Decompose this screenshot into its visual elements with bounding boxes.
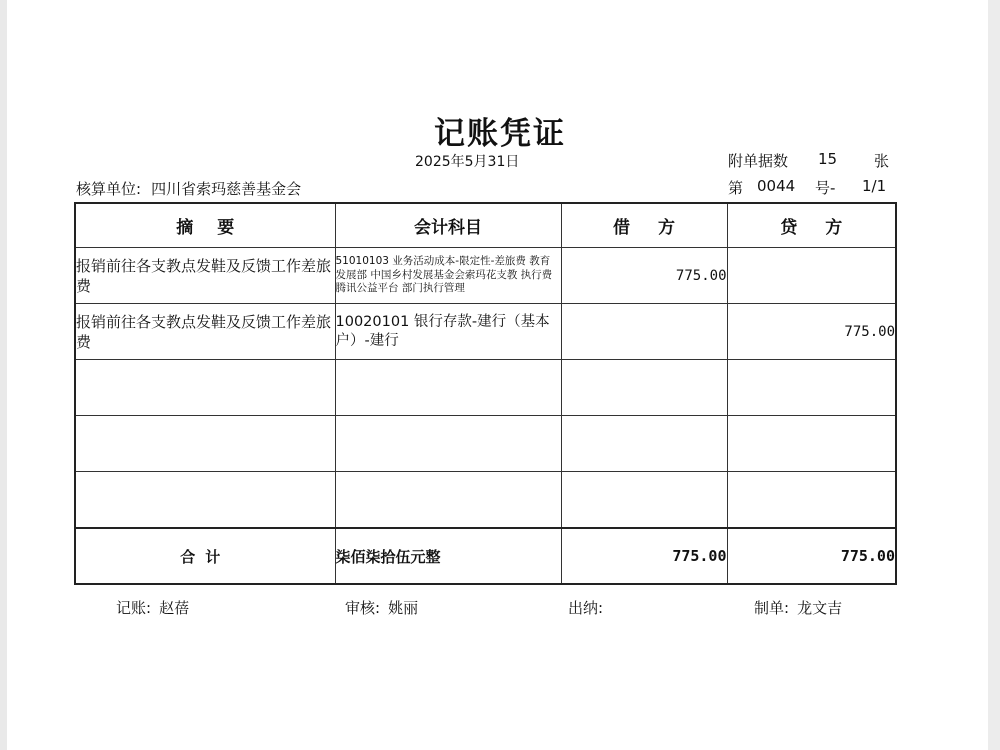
cashier-signature [568, 597, 611, 618]
voucher-title: 记账凭证 [434, 116, 566, 152]
table-row [75, 360, 896, 416]
row-debit [561, 472, 727, 529]
row-credit [727, 472, 896, 529]
total-row [75, 528, 896, 584]
row-summary [75, 472, 335, 529]
row-summary [75, 360, 335, 416]
accounting-unit-name: 四川省索玛慈善基金会 [151, 180, 302, 198]
header-account: 会计科目 [335, 203, 561, 248]
row-debit [561, 416, 727, 472]
header-summary: 摘要 [75, 203, 335, 248]
row-debit [561, 360, 727, 416]
row-debit [561, 304, 727, 360]
row-credit [727, 416, 896, 472]
row-account: 10020101 银行存款-建行（基本户）-建行 [335, 304, 561, 360]
row-summary: 报销前往各支教点发鞋及反馈工作差旅费 [75, 304, 335, 360]
voucher-date: 2025年5月31日 [415, 154, 520, 170]
bookkeeper-label: 记账: [116, 599, 152, 617]
preparer-name: 龙文吉 [797, 599, 843, 617]
table-row [75, 304, 896, 360]
row-debit: 775.00 [561, 248, 727, 304]
row-account [335, 472, 561, 529]
accounting-unit [76, 178, 301, 199]
voucher-page-count: 1/1 [862, 177, 887, 195]
preparer-signature [754, 597, 842, 618]
total-credit: 775.00 [727, 528, 896, 584]
row-credit: 775.00 [727, 304, 896, 360]
row-credit [727, 360, 896, 416]
attachment-label: 附单据数 [728, 152, 789, 170]
bookkeeper-signature [116, 597, 189, 618]
reviewer-signature [345, 597, 418, 618]
total-amount-in-words: 柒佰柒拾伍元整 [335, 528, 561, 584]
row-summary [75, 416, 335, 472]
header-credit: 贷方 [727, 203, 896, 248]
voucher-table [74, 202, 897, 585]
row-credit [727, 248, 896, 304]
row-account [335, 360, 561, 416]
voucher-number: 0044 [757, 177, 796, 195]
voucher-number-suffix: 号- [815, 179, 836, 197]
voucher-number-prefix: 第 [728, 179, 744, 197]
row-account: 51010103 业务活动成本-限定性-差旅费 教育发展部 中国乡村发展基金会索玛花支教 执行费 腾讯公益平台 部门执行管理 [335, 248, 561, 304]
reviewer-label: 审核: [345, 599, 381, 617]
cashier-label: 出纳: [568, 599, 604, 617]
preparer-label: 制单: [754, 599, 790, 617]
row-account [335, 416, 561, 472]
reviewer-name: 姚丽 [388, 599, 419, 617]
header-debit: 借方 [561, 203, 727, 248]
table-header-row [75, 203, 896, 248]
accounting-unit-label: 核算单位: [76, 180, 142, 198]
row-summary: 报销前往各支教点发鞋及反馈工作差旅费 [75, 248, 335, 304]
bookkeeper-name: 赵蓓 [159, 599, 190, 617]
attachment-count: 15 [818, 150, 838, 168]
table-row [75, 248, 896, 304]
total-label: 合计 [75, 528, 335, 584]
attachment-unit: 张 [874, 152, 890, 170]
total-debit: 775.00 [561, 528, 727, 584]
table-row [75, 472, 896, 529]
table-row [75, 416, 896, 472]
